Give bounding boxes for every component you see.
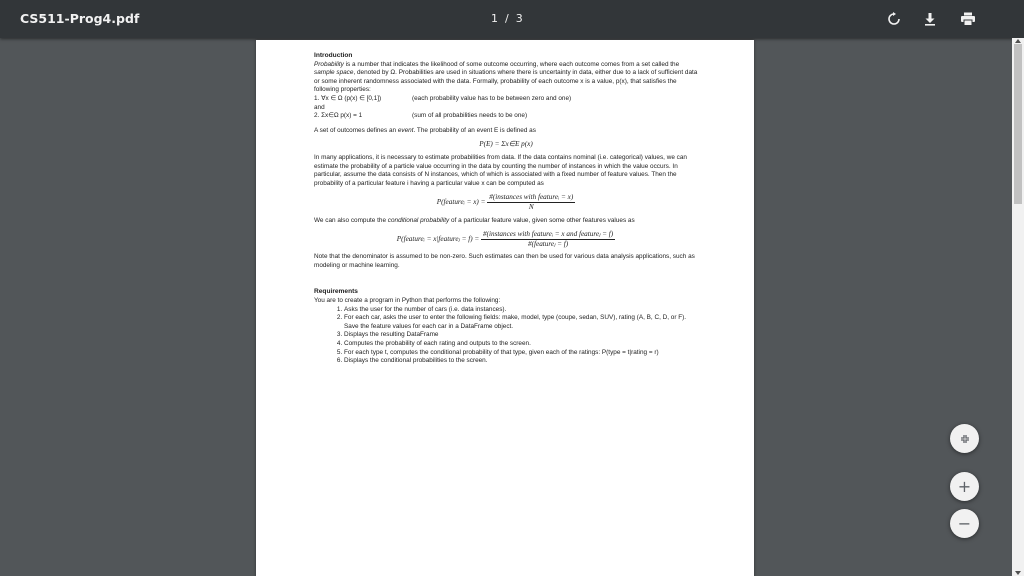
estimate-paragraph: In many applications, it is necessary to estimate probabilities from data. If the data contains nominal (i.e. categorical) values, we can estimate the probability of a particle value occurring in the data by counting the number of instances in which the value occurs. In particular, assume the data consists of N instances, which of which is associated with a fixed number of feature values. Then the probability of a particular feature i having a particular value x can be computed as: [314, 153, 687, 187]
page-current[interactable]: 1: [491, 12, 498, 25]
rotate-button[interactable]: [884, 9, 904, 29]
fit-page-icon: [959, 433, 971, 445]
page-content: [314, 52, 698, 366]
scroll-thumb[interactable]: [1014, 44, 1022, 204]
download-button[interactable]: [920, 9, 940, 29]
scroll-up-icon[interactable]: [1015, 39, 1021, 43]
scroll-down-icon[interactable]: [1015, 571, 1021, 575]
property-1: 1. ∀x ∈ Ω (p(x) ∈ [0,1]) (each probability value has to be between zero and one): [314, 94, 572, 102]
rotate-icon: [887, 12, 901, 26]
and-text: and: [314, 103, 325, 111]
pdf-page: [256, 40, 754, 576]
page-indicator: [491, 12, 523, 25]
download-icon: [923, 12, 937, 26]
requirements-list: [314, 306, 698, 366]
print-button[interactable]: [958, 9, 978, 29]
conditional-paragraph: We can also compute the conditional probability of a particular feature value, given some other features values as: [314, 216, 635, 224]
pdf-toolbar: [0, 0, 1024, 38]
print-icon: [960, 12, 976, 26]
fit-page-button[interactable]: [950, 424, 979, 453]
page-separator: /: [505, 12, 509, 25]
note-paragraph: Note that the denominator is assumed to be non-zero. Such estimates can then be used for various data analysis applications, such as modeling or machine learning.: [314, 253, 695, 269]
page-total: 3: [515, 12, 523, 25]
intro-paragraph: Probability is a number that indicates the likelihood of some outcome occurring, where each outcome comes from a set called the sample space, denoted by Ω. Probabilities are used in situations where there is uncertainty in data, either due to a lack of sufficient data or some inherent randomness associated with the data. Formally, probability of each outcome x is a value, p(x), that satisfies the following properties:: [314, 60, 698, 94]
zoom-in-button[interactable]: +: [950, 472, 979, 501]
vertical-scrollbar[interactable]: [1012, 38, 1024, 576]
list-item: 5. For each type t, computes the conditional probability of that type, given each of the ratings: P(type = t|rating = r): [344, 349, 698, 358]
list-item: 2. For each car, asks the user to enter the following fields: make, model, type (coupe, sedan, SUV), rating (A, B, C, D, or F). Save the feature values for each car in a DataFrame object.: [344, 314, 698, 331]
section-heading-requirements: Requirements: [314, 288, 358, 296]
list-item: 3. Displays the resulting DataFrame: [344, 331, 698, 340]
pdf-viewport[interactable]: [0, 38, 1012, 576]
document-title: CS511-Prog4.pdf: [20, 11, 140, 26]
requirements-intro: You are to create a program in Python that performs the following:: [314, 297, 501, 305]
zoom-out-button[interactable]: −: [950, 509, 979, 538]
section-heading-introduction: Introduction: [314, 52, 353, 59]
property-2: 2. Σx∈Ω p(x) = 1 (sum of all probabilities needs to be one): [314, 112, 528, 120]
equation-event: P(E) = Σx∈E p(x): [479, 140, 533, 149]
list-item: 1. Asks the user for the number of cars (i.e. data instances).: [344, 306, 698, 315]
equation-conditional: P(featureᵢ = x|featureⱼ = f) = $\frac{\text{\#(instances with featureᵢ = x and featureⱼ = f)}}{\text{\#(featureⱼ = f)}}$: [396, 230, 614, 248]
equation-probability: P(featureᵢ = x) = $\frac{\text{\#(instances with featureᵢ = x)}}{N}$: [436, 193, 574, 211]
event-definition: A set of outcomes defines an event. The probability of an event E is defined as: [314, 126, 536, 134]
list-item: 4. Computes the probability of each rating and outputs to the screen.: [344, 340, 698, 349]
list-item: 6. Displays the conditional probabilities to the screen.: [344, 357, 698, 366]
